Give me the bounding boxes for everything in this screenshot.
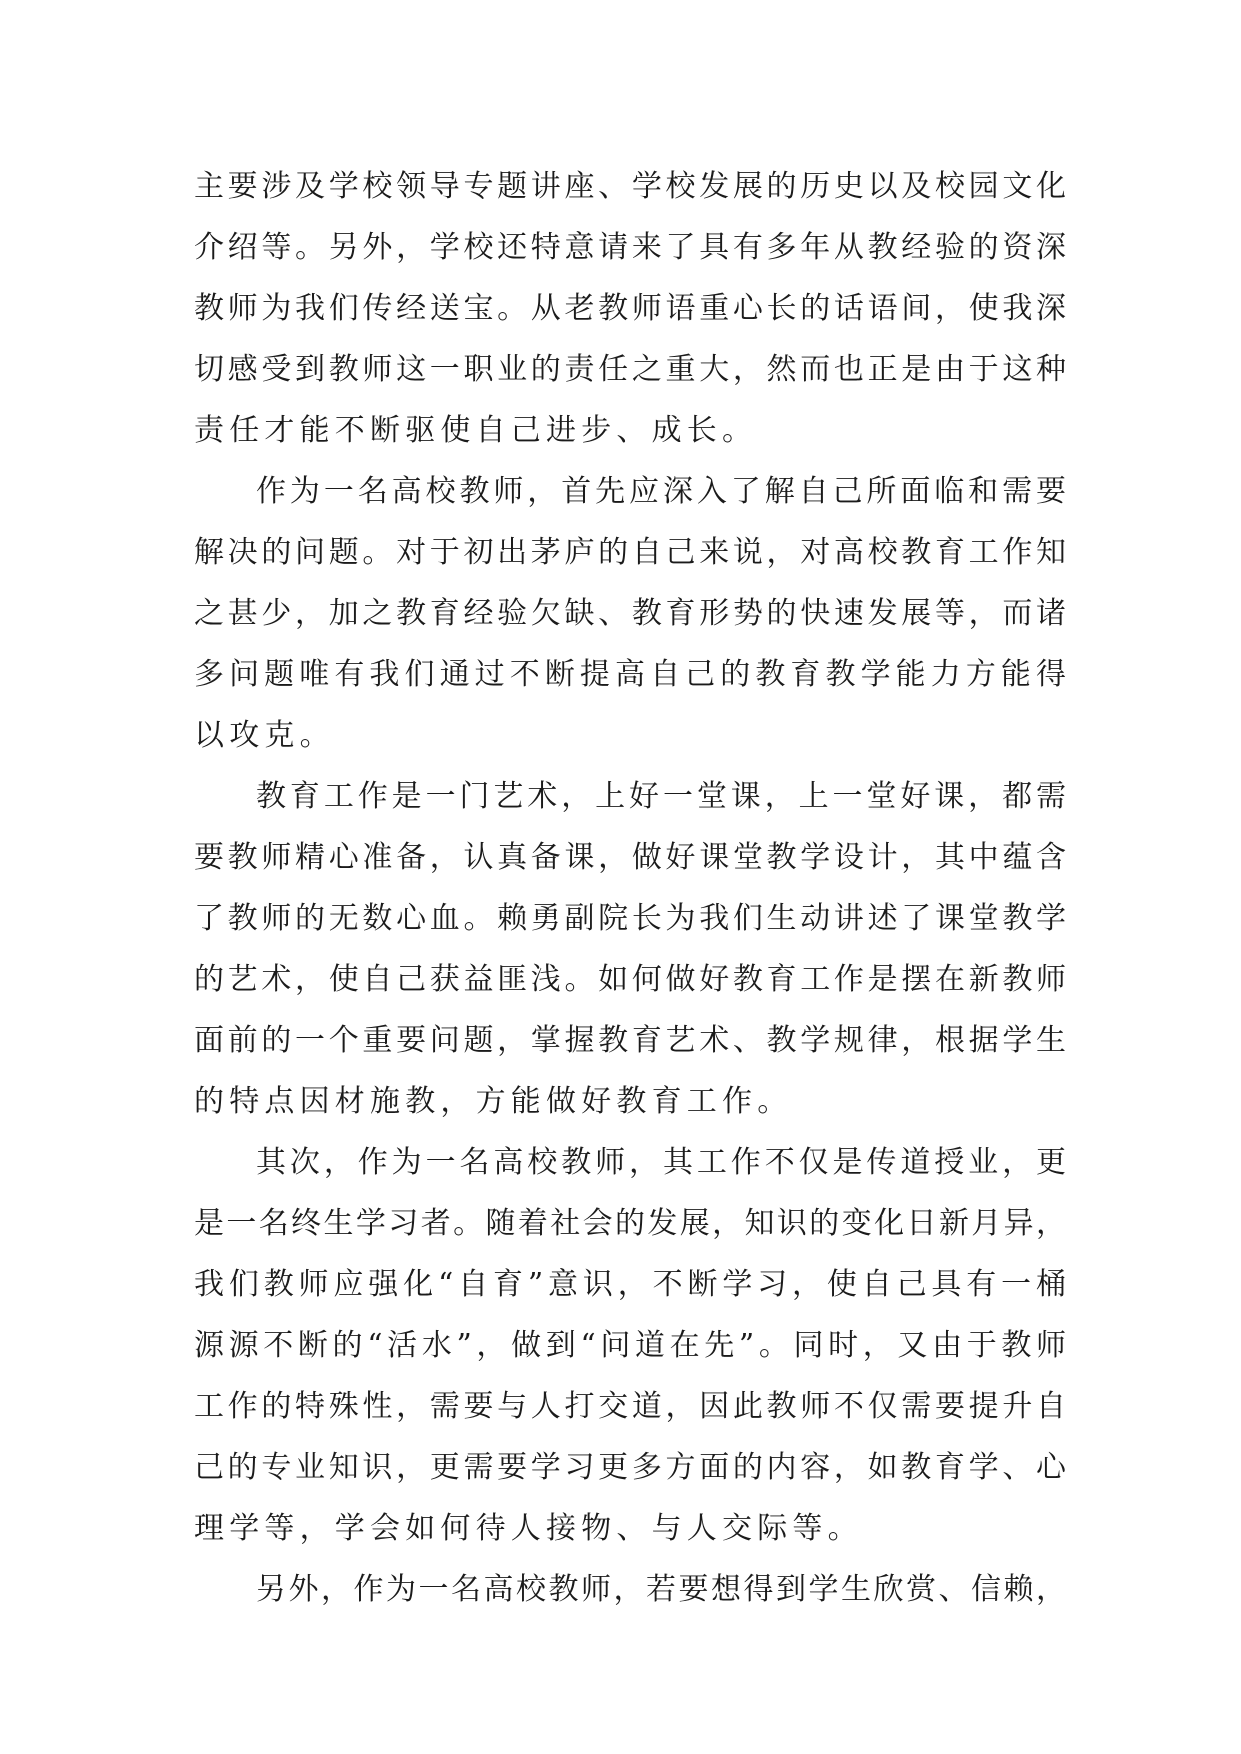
paragraph-first-line: 作为一名高校教师，首先应深入了解自己所面临和需要 [256, 474, 1066, 509]
text-line: 理学等，学会如何待人接物、与人交际等。 [194, 1511, 863, 1546]
paragraph-first-line: 另外，作为一名高校教师，若要想得到学生欣赏、信赖， [256, 1572, 1066, 1607]
text-line: 面前的一个重要问题，掌握教育艺术、教学规律，根据学生 [194, 1023, 1066, 1058]
text-line: 教师为我们传经送宝。从老教师语重心长的话语间，使我深 [194, 291, 1066, 326]
text-line: 之甚少，加之教育经验欠缺、教育形势的快速发展等，而诸 [194, 596, 1066, 631]
paragraph-first-line: 其次，作为一名高校教师，其工作不仅是传道授业，更 [256, 1145, 1066, 1180]
paragraph-first-line: 教育工作是一门艺术，上好一堂课，上一堂好课，都需 [256, 779, 1066, 814]
text-line: 责任才能不断驱使自己进步、成长。 [194, 413, 758, 448]
text-line: 要教师精心准备，认真备课，做好课堂教学设计，其中蕴含 [194, 840, 1066, 875]
text-line: 介绍等。另外，学校还特意请来了具有多年从教经验的资深 [194, 230, 1066, 265]
text-line: 己的专业知识，更需要学习更多方面的内容，如教育学、心 [194, 1450, 1066, 1485]
text-line: 我们教师应强化“自育”意识，不断学习，使自己具有一桶 [194, 1267, 1066, 1302]
text-line: 主要涉及学校领导专题讲座、学校发展的历史以及校园文化 [194, 169, 1066, 204]
text-line: 是一名终生学习者。随着社会的发展，知识的变化日新月异， [194, 1206, 1066, 1241]
text-line: 多问题唯有我们通过不断提高自己的教育教学能力方能得 [194, 657, 1066, 692]
text-line: 工作的特殊性，需要与人打交道，因此教师不仅需要提升自 [194, 1389, 1066, 1424]
text-line: 源源不断的“活水”，做到“问道在先”。同时，又由于教师 [194, 1328, 1066, 1363]
text-line: 的艺术，使自己获益匪浅。如何做好教育工作是摆在新教师 [194, 962, 1066, 997]
text-line: 解决的问题。对于初出茅庐的自己来说，对高校教育工作知 [194, 535, 1066, 570]
text-line: 切感受到教师这一职业的责任之重大，然而也正是由于这种 [194, 352, 1066, 387]
text-line: 的特点因材施教，方能做好教育工作。 [194, 1084, 793, 1119]
text-line: 以攻克。 [194, 718, 335, 753]
body-text [194, 156, 1066, 1620]
text-line: 了教师的无数心血。赖勇副院长为我们生动讲述了课堂教学 [194, 901, 1066, 936]
